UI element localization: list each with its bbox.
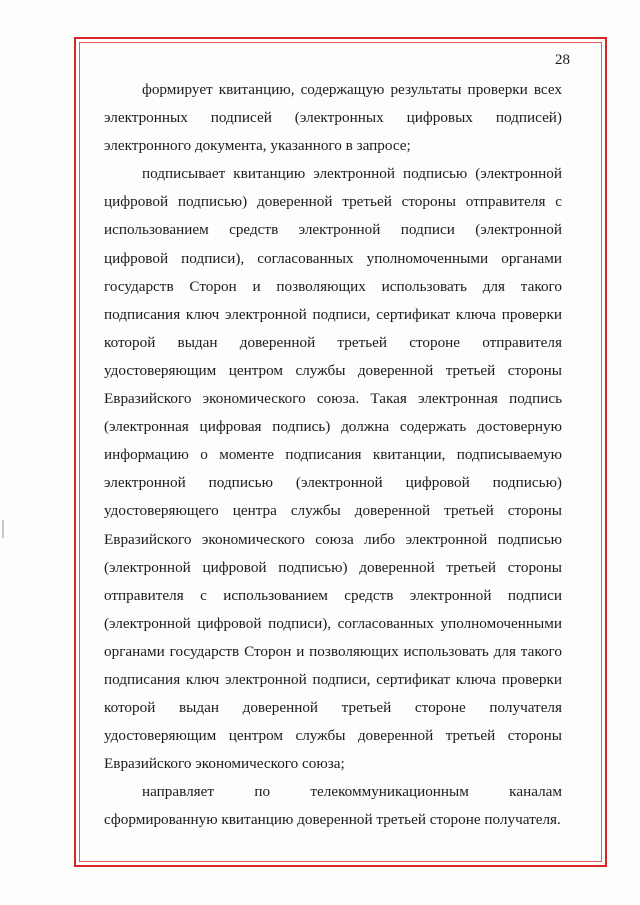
paragraph-receipt-signing: подписывает квитанцию электронной подписью (электронной цифровой подписью) доверенной третьей стороны отправителя с использованием средств электронной подписи (электронной цифровой подписи), согласованных уполномоченными органами государств Сторон и позволяющих использовать для такого подписания ключ электронной подписи, сертификат ключа проверки которой выдан доверенной третьей стороне отправителя удостоверяющим центром службы доверенной третьей стороны Евразийского экономического союза. Такая электронная подпись (электронная цифровая подпись) должна содержать достоверную информацию о моменте подписания квитанции, подписываемую электронной подписью (электронной цифровой подписью) удостоверяющего центра службы доверенной третьей стороны Евразийского экономического союза либо электронной подписью (электронной цифровой подписью) доверенной третьей стороны отправителя с использованием средств электронной подписи (электронной цифровой подписи), согласованных уполномоченными органами государств Сторон и позволяющих использовать для такого подписания ключ электронной подписи, сертификат ключа проверки которой выдан доверенной третьей стороне получателя удостоверяющим центром службы доверенной третьей стороны Евразийского экономического союза; (104, 165, 562, 773)
document-body (104, 76, 562, 835)
paragraph-receipt-results: формирует квитанцию, содержащую результаты проверки всех электронных подписей (электронных цифровых подписей) электронного документа, указанного в запросе; (104, 81, 562, 155)
page-number: 28 (555, 52, 570, 68)
paragraph-receipt-sending: направляет по телекоммуникационным каналам сформированную квитанцию доверенной третьей стороне получателя. (104, 783, 562, 829)
scan-artifact (2, 520, 4, 538)
